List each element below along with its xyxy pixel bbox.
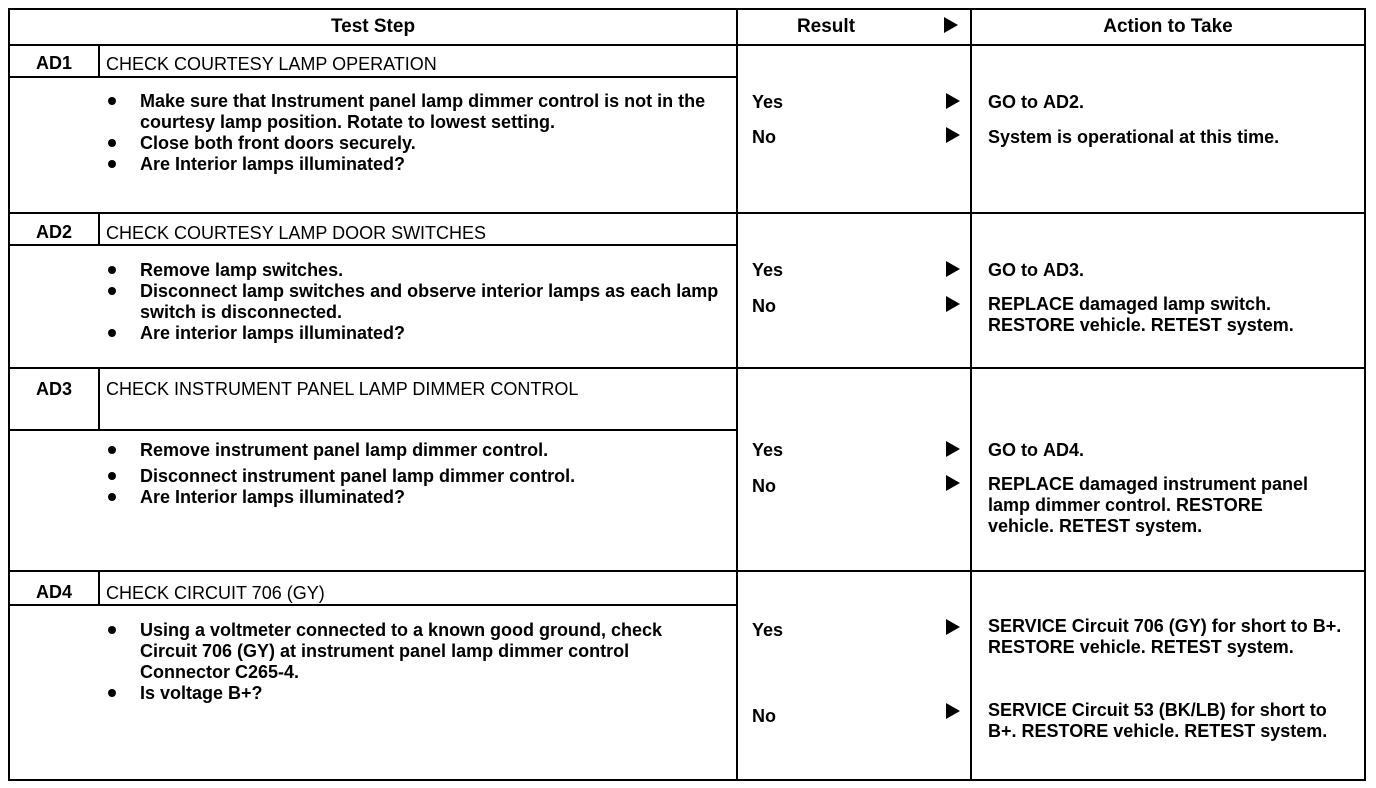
arrow-icon: [946, 475, 960, 491]
result-no: No: [752, 706, 776, 726]
bullet-icon: [108, 446, 116, 454]
result-no: No: [752, 476, 776, 496]
arrow-icon: [946, 261, 960, 277]
header-divider: [10, 44, 1364, 46]
list-item: Are Interior lamps illuminated?: [108, 154, 728, 175]
action-text: System is operational at this time.: [988, 127, 1280, 147]
arrow-icon: [946, 619, 960, 635]
result-no: No: [752, 296, 776, 316]
step-bullets: [108, 440, 728, 508]
action-text: GO to AD3.: [988, 260, 1085, 280]
row-divider: [10, 367, 1364, 369]
action-text: GO to AD2.: [988, 92, 1085, 112]
row-divider: [10, 212, 1364, 214]
step-title: CHECK COURTESY LAMP OPERATION: [106, 54, 437, 74]
list-item: Remove instrument panel lamp dimmer control.: [108, 440, 728, 461]
action-text: SERVICE Circuit 53 (BK/LB) for short to B+. RESTORE vehicle. RETEST system.: [988, 700, 1328, 741]
bullet-icon: [108, 626, 116, 634]
list-item: Using a voltmeter connected to a known good ground, check Circuit 706 (GY) at instrument panel lamp dimmer control Connector C265-4.: [108, 620, 698, 683]
list-item: Close both front doors securely.: [108, 133, 728, 154]
arrow-icon: [946, 127, 960, 143]
header-arrow-icon: [944, 17, 958, 33]
step-title: CHECK INSTRUMENT PANEL LAMP DIMMER CONTROL: [106, 379, 579, 399]
action-text: REPLACE damaged lamp switch. RESTORE vehicle. RETEST system.: [988, 294, 1294, 335]
col-divider-result: [736, 10, 738, 779]
title-divider: [10, 244, 736, 246]
step-id: AD3: [35, 379, 72, 399]
arrow-icon: [946, 441, 960, 457]
bullet-icon: [108, 287, 116, 295]
step-bullets: [108, 620, 698, 704]
row-divider: [10, 570, 1364, 572]
step-title: CHECK COURTESY LAMP DOOR SWITCHES: [106, 223, 487, 243]
result-yes: Yes: [752, 260, 784, 280]
action-text: GO to AD4.: [988, 440, 1085, 460]
action-text: REPLACE damaged instrument panel lamp dimmer control. RESTORE vehicle. RETEST system.: [988, 474, 1309, 536]
bullet-icon: [108, 97, 116, 105]
arrow-icon: [946, 296, 960, 312]
list-item: Remove lamp switches.: [108, 260, 728, 281]
id-divider: [98, 570, 100, 604]
bullet-icon: [108, 689, 116, 697]
list-item: Disconnect lamp switches and observe interior lamps as each lamp switch is disconnected.: [108, 281, 728, 323]
step-bullets: [108, 91, 728, 175]
step-title: CHECK CIRCUIT 706 (GY): [106, 583, 325, 603]
result-yes: Yes: [752, 620, 784, 640]
list-item: Are Interior lamps illuminated?: [108, 487, 728, 508]
bullet-icon: [108, 493, 116, 501]
bullet-icon: [108, 329, 116, 337]
id-divider: [98, 367, 100, 429]
arrow-icon: [946, 703, 960, 719]
bullet-icon: [108, 139, 116, 147]
step-id: AD2: [35, 222, 72, 242]
col-divider-action: [970, 10, 972, 779]
result-no: No: [752, 127, 776, 147]
list-item: Is voltage B+?: [108, 683, 698, 704]
step-id: AD1: [35, 53, 72, 73]
id-divider: [98, 44, 100, 76]
list-item: Disconnect instrument panel lamp dimmer control.: [108, 466, 728, 487]
header-result: Result: [796, 16, 856, 37]
header-action: Action to Take: [1103, 16, 1233, 37]
title-divider: [10, 604, 736, 606]
result-yes: Yes: [752, 92, 784, 112]
bullet-icon: [108, 266, 116, 274]
bullet-icon: [108, 160, 116, 168]
diagnostic-table: [8, 8, 1366, 781]
list-item: Are interior lamps illuminated?: [108, 323, 728, 344]
title-divider: [10, 76, 736, 78]
id-divider: [98, 212, 100, 244]
action-text: SERVICE Circuit 706 (GY) for short to B+. RESTORE vehicle. RETEST system.: [988, 616, 1342, 657]
step-bullets: [108, 260, 728, 344]
header-test-step: Test Step: [330, 16, 416, 37]
arrow-icon: [946, 93, 960, 109]
step-id: AD4: [35, 582, 72, 602]
title-divider: [10, 429, 736, 431]
result-yes: Yes: [752, 440, 784, 460]
list-item: Make sure that Instrument panel lamp dimmer control is not in the courtesy lamp position. Rotate to lowest setting.: [108, 91, 728, 133]
bullet-icon: [108, 472, 116, 480]
